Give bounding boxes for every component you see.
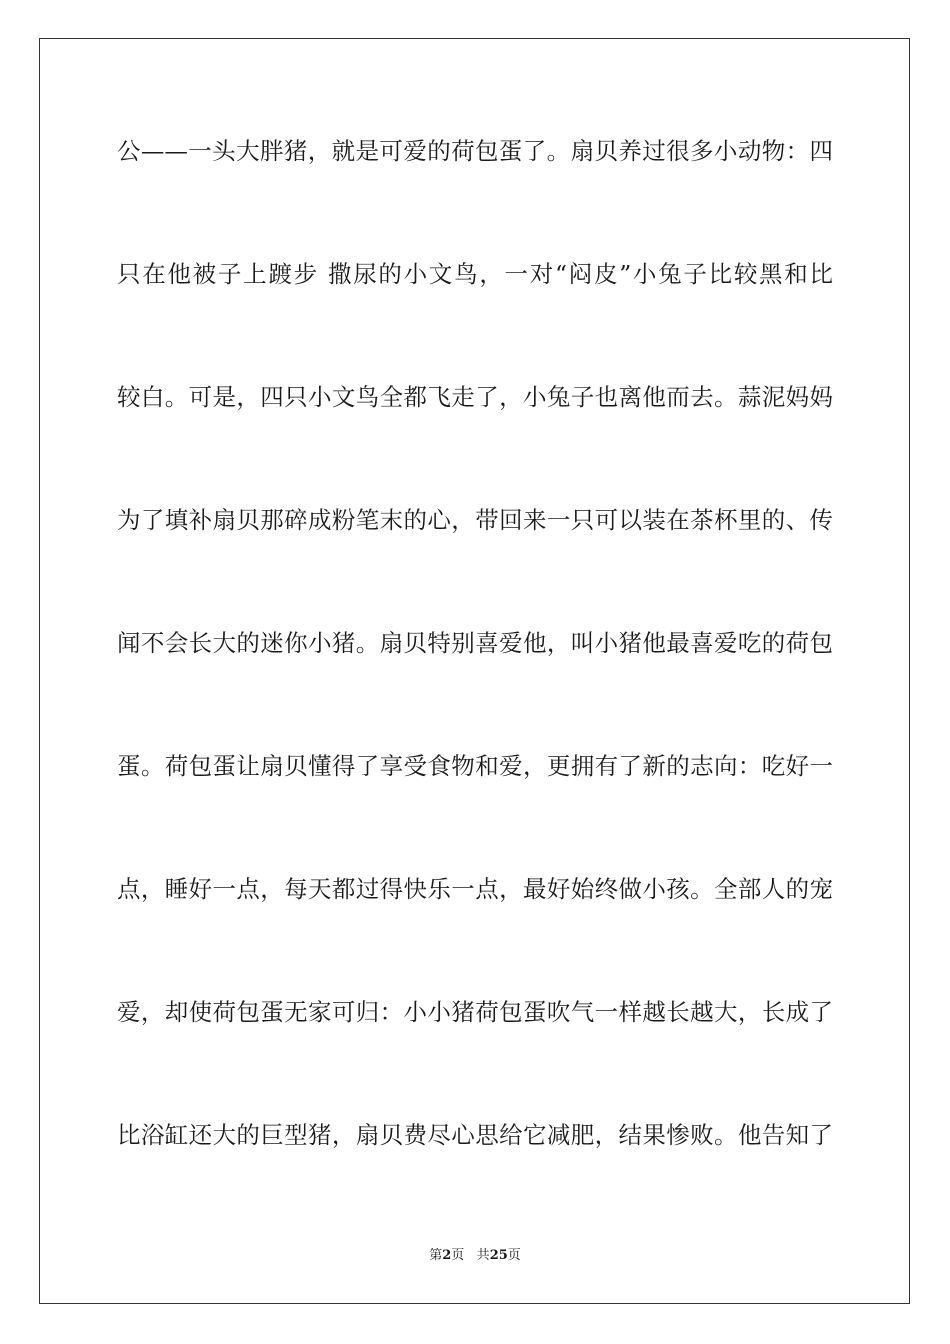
text-line-5: 闻不会长大的迷你小猪。扇贝特别喜爱他，叫小猪他最喜爱吃的荷包	[117, 629, 833, 657]
text-line-1: 公——一头大胖猪，就是可爱的荷包蛋了。扇贝养过很多小动物：四	[117, 137, 833, 165]
footer-page-prefix: 第	[429, 1248, 443, 1263]
footer-total-prefix: 共	[476, 1248, 490, 1263]
footer-page-suffix: 页	[451, 1248, 465, 1263]
footer-page-total: 25	[489, 1248, 508, 1263]
text-line-6: 蛋。荷包蛋让扇贝懂得了享受食物和爱，更拥有了新的志向：吃好一	[117, 752, 833, 780]
text-line-7: 点，睡好一点，每天都过得快乐一点，最好始终做小孩。全部人的宠	[117, 875, 833, 903]
page-footer	[0, 1247, 950, 1265]
footer-page-current: 2	[442, 1248, 452, 1263]
text-line-9: 比浴缸还大的巨型猪，扇贝费尽心思给它减肥，结果惨败。他告知了	[117, 1121, 833, 1149]
text-line-8: 爱，却使荷包蛋无家可归：小小猪荷包蛋吹气一样越长越大，长成了	[117, 998, 833, 1026]
text-line-3: 较白。可是，四只小文鸟全都飞走了，小兔子也离他而去。蒜泥妈妈	[117, 383, 833, 411]
text-line-2: 只在他被子上踱步 撒尿的小文鸟，一对“闷皮”小兔子比较黑和比	[117, 260, 833, 288]
footer-total-suffix: 页	[507, 1248, 521, 1263]
text-line-4: 为了填补扇贝那碎成粉笔末的心，带回来一只可以装在茶杯里的、传	[117, 506, 833, 534]
